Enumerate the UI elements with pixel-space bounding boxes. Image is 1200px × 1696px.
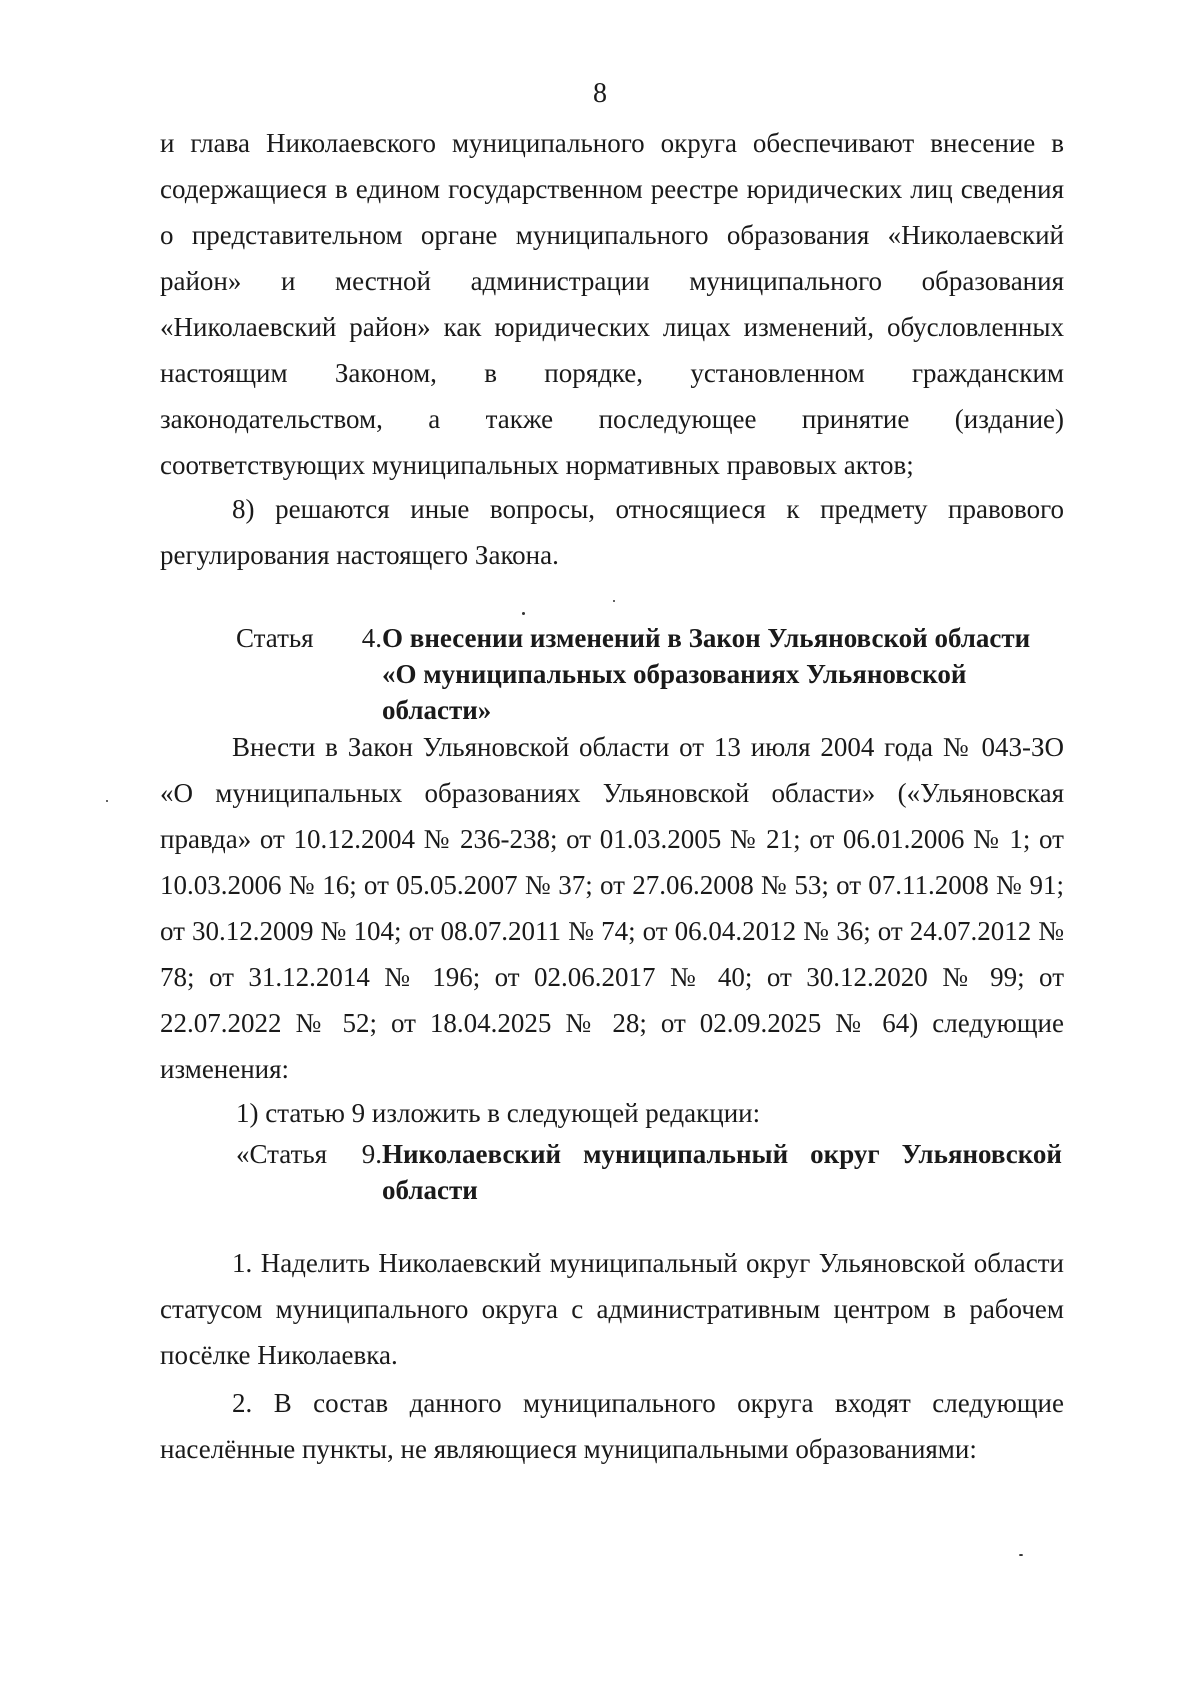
clause-1: 1. Наделить Николаевский муниципальный округ Ульяновской области статусом муниципального округа с административным центром в рабочем посёлке Николаевка. xyxy=(160,1248,1064,1370)
article-4-title xyxy=(382,620,1064,728)
article-4-title-line2: «О муниципальных образованиях Ульяновской области» xyxy=(382,659,967,725)
scan-speck xyxy=(613,600,615,602)
article-4-body: Внести в Закон Ульяновской области от 13 июля 2004 года № 043-ЗО «О муниципальных образованиях Ульяновской области» («Ульяновская правда» от 10.12.2004 № 236-238; от 01.03.2005 № 21; от 06.01.2006 № 1; от 10.03.2006 № 16; от 05.05.2007 № 37; от 27.06.2008 № 53; от 07.11.2008 № 91; от 30.12.2009 № 104; от 08.07.2011 № 74; от 06.04.2012 № 36; от 24.07.2012 № 78; от 31.12.2014 № 196; от 02.06.2017 № 40; от 30.12.2020 № 99; от 22.07.2022 № 52; от 18.04.2025 № 28; от 02.09.2025 № 64) следующие изменения: xyxy=(160,732,1064,1084)
article-9-title: Николаевский муниципальный округ Ульяновской области xyxy=(382,1139,1062,1205)
scan-speck xyxy=(522,612,525,615)
article-4-title-line1: О внесении изменений в Закон Ульяновской области xyxy=(382,623,1031,653)
page-number: 8 xyxy=(593,78,607,109)
clause-2: 2. В состав данного муниципального округа входят следующие населённые пункты, не являющиеся муниципальными образованиями: xyxy=(160,1388,1064,1464)
scan-speck xyxy=(106,800,108,802)
article-4-heading xyxy=(236,620,1066,728)
list-item-1: 1) статью 9 изложить в следующей редакции: xyxy=(236,1098,761,1128)
paragraph-item-8: 8) решаются иные вопросы, относящиеся к предмету правового регулирования настоящего Закона. xyxy=(160,494,1064,570)
scan-speck xyxy=(1019,1554,1023,1556)
article-9-label: «Статья 9. xyxy=(236,1139,382,1169)
article-4-label: Статья 4. xyxy=(236,623,382,653)
article-9-heading xyxy=(236,1136,1066,1208)
paragraph-registry-changes: и глава Николаевского муниципального округа обеспечивают внесение в содержащиеся в едином государственном реестре юридических лиц сведения о представительном органе муниципального образования «Николаевский район» и местной администрации муниципального образования «Николаевский район» как юридических лицах изменений, обусловленных настоящим Законом, в порядке, установленном гражданским законодательством, а также последующее принятие (издание) соответствующих муниципальных нормативных правовых актов; xyxy=(160,128,1064,480)
